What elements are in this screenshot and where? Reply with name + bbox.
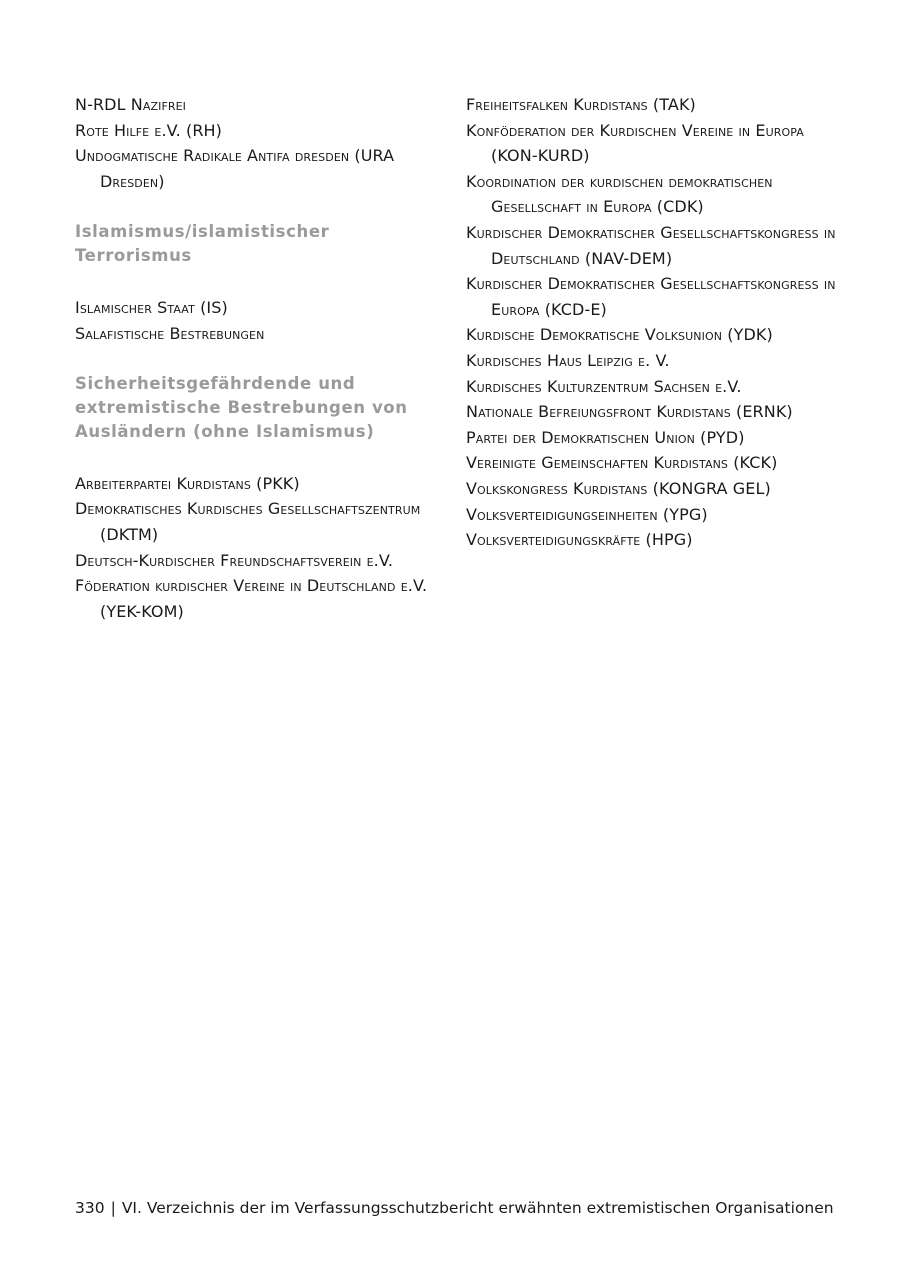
right-column (466, 92, 846, 553)
list-item: Koordination der kurdischen demokratischen Gesellschaft in Europa (CDK) (466, 171, 773, 217)
page-footer (75, 1197, 834, 1219)
spacer (75, 268, 440, 295)
list-item: Kurdischer Demokratischer Gesellschaftskongress in Deutschland (NAV-DEM) (466, 222, 836, 268)
list-item: Undogmatische Radikale Antifa dresden (URA Dresden) (75, 146, 395, 191)
spacer (75, 444, 440, 471)
spacer (75, 194, 440, 220)
section-heading-foreigners: Sicherheitsgefährdende und extremistische Bestrebungen von Ausländern (ohne Islamismus) (75, 373, 408, 441)
list-item: Föderation kurdischer Vereine in Deutschland e.V. (YEK-KOM) (75, 576, 428, 621)
list-item: Konföderation der Kurdischen Vereine in Europa (KON-KURD) (466, 120, 804, 166)
list-item: Kurdische Demokratische Volksunion (YDK) (466, 325, 773, 345)
list-item: Demokratisches Kurdisches Gesellschaftszentrum (DKTM) (75, 499, 421, 544)
list-item: Salafistische Bestrebungen (75, 323, 265, 343)
list-item: N-RDL Nazifrei (75, 95, 187, 114)
chapter-title: VI. Verzeichnis der im Verfassungsschutzbericht erwähnten extremistischen Organisationen (121, 1199, 834, 1217)
list-item: Kurdischer Demokratischer Gesellschaftskongress in Europa (KCD-E) (466, 274, 836, 319)
list-item: Partei der Demokratischen Union (PYD) (466, 427, 745, 447)
list-item: Deutsch-Kurdischer Freundschaftsverein e.V. (75, 550, 394, 570)
spacer (75, 346, 440, 372)
list-item: Vereinigte Gemeinschaften Kurdistans (KCK) (466, 453, 778, 473)
footer-separator: | (110, 1199, 116, 1217)
list-item: Volksverteidigungskräfte (HPG) (466, 530, 693, 550)
section-heading-islamism: Islamismus/islamistischer Terrorismus (75, 221, 330, 265)
list-item: Volksverteidigungseinheiten (YPG) (466, 504, 708, 524)
page-number: 330 (75, 1199, 105, 1217)
list-item: Kurdisches Haus Leipzig e. V. (466, 350, 670, 370)
list-item: Volkskongress Kurdistans (KONGRA GEL) (466, 478, 771, 498)
list-item: Rote Hilfe e.V. (RH) (75, 120, 223, 140)
list-item: Arbeiterpartei Kurdistans (PKK) (75, 473, 300, 493)
list-item: Islamischer Staat (IS) (75, 297, 228, 317)
list-item: Freiheitsfalken Kurdistans (TAK) (466, 95, 696, 114)
left-column (75, 92, 440, 624)
list-item: Kurdisches Kulturzentrum Sachsen e.V. (466, 376, 742, 396)
list-item: Nationale Befreiungsfront Kurdistans (ERNK) (466, 402, 793, 422)
